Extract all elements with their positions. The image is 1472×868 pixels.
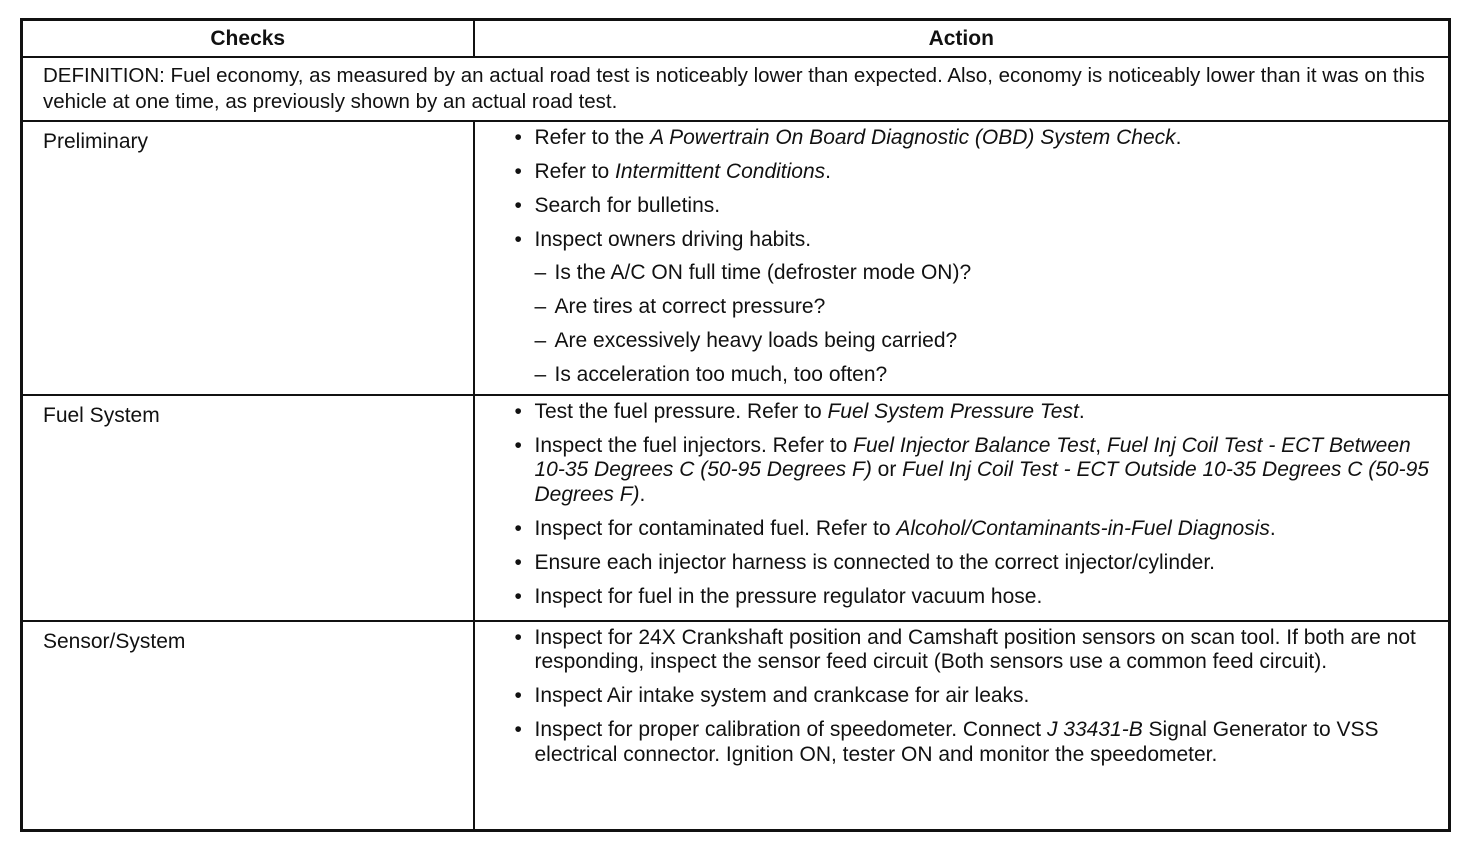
reference-link: Fuel System Pressure Test bbox=[827, 399, 1079, 423]
sub-item bbox=[535, 261, 1439, 286]
action-text: . bbox=[825, 160, 831, 184]
sub-item-list bbox=[535, 261, 1439, 388]
table-row bbox=[22, 621, 1450, 831]
reference-link: Alcohol/Contaminants-in-Fuel Diagnosis bbox=[896, 516, 1270, 540]
action-text: Inspect the fuel injectors. Refer to bbox=[534, 433, 854, 457]
definition-row bbox=[22, 57, 1450, 121]
action-list bbox=[515, 126, 1439, 388]
action-text: Refer to the bbox=[534, 126, 651, 149]
action-text: Inspect for contaminated fuel. Refer to bbox=[534, 516, 897, 540]
dash-icon: – bbox=[534, 363, 547, 387]
reference-link: Intermittent Conditions bbox=[615, 160, 826, 184]
sub-item bbox=[535, 363, 1439, 388]
sub-item-text: Is acceleration too much, too often? bbox=[554, 363, 888, 387]
action-text: Signal Generator to VSS electrical connector. Ignition ON, tester ON and monitor the speedometer. bbox=[534, 718, 1379, 766]
sub-item bbox=[535, 295, 1439, 320]
action-text: Test the fuel pressure. Refer to bbox=[534, 399, 828, 423]
action-text: . bbox=[1175, 126, 1182, 149]
reference-link: A Powertrain On Board Diagnostic (OBD) System Check bbox=[650, 126, 1176, 149]
action-item bbox=[515, 228, 1439, 387]
action-text: Inspect owners driving habits. bbox=[534, 228, 812, 252]
action-text: Search for bulletins. bbox=[534, 194, 721, 218]
action-list bbox=[515, 400, 1439, 610]
bullet-icon: • bbox=[514, 684, 522, 708]
bullet-icon: • bbox=[514, 399, 522, 423]
action-item bbox=[515, 551, 1439, 576]
action-text: Ensure each injector harness is connected to the correct injector/cylinder. bbox=[534, 550, 1216, 574]
bullet-icon: • bbox=[514, 516, 522, 540]
sub-item-text: Is the A/C ON full time (defroster mode ON)? bbox=[554, 260, 972, 284]
action-item bbox=[515, 194, 1439, 219]
bullet-icon: • bbox=[514, 433, 522, 457]
action-text: . bbox=[1269, 516, 1276, 540]
reference-link: Fuel Inj Coil Test - ECT Between 10-35 Degrees C (50-95 Degrees F) bbox=[534, 433, 1411, 482]
bullet-icon: • bbox=[514, 160, 522, 184]
action-column-header: Action bbox=[474, 20, 1450, 58]
table-header-row bbox=[22, 20, 1450, 58]
action-text: , bbox=[1095, 433, 1107, 457]
action-text: Inspect Air intake system and crankcase for air leaks. bbox=[534, 684, 1030, 708]
action-item bbox=[515, 400, 1439, 425]
check-label-preliminary: Preliminary bbox=[22, 121, 474, 395]
bullet-icon: • bbox=[514, 550, 522, 574]
action-text: or bbox=[871, 458, 903, 482]
action-item bbox=[515, 434, 1439, 508]
action-cell-fuel-system bbox=[474, 395, 1450, 621]
action-text: Inspect for fuel in the pressure regulator vacuum hose. bbox=[534, 584, 1043, 608]
reference-link: Fuel Injector Balance Test bbox=[853, 433, 1096, 457]
table-row bbox=[22, 121, 1450, 395]
dash-icon: – bbox=[534, 260, 547, 284]
bullet-icon: • bbox=[514, 126, 522, 149]
action-text: . bbox=[1078, 399, 1085, 423]
sub-item-text: Are excessively heavy loads being carried? bbox=[554, 328, 958, 352]
action-item bbox=[515, 626, 1439, 675]
action-item bbox=[515, 126, 1439, 151]
check-label-fuel-system: Fuel System bbox=[22, 395, 474, 621]
action-text: Inspect for 24X Crankshaft position and Camshaft position sensors on scan tool. If both are not responding, inspect the sensor feed circuit (Both sensors use a common feed circuit). bbox=[534, 625, 1416, 674]
reference-link: J 33431-B bbox=[1046, 718, 1143, 742]
action-text: . bbox=[639, 482, 646, 506]
fuel-economy-diagnosis-table bbox=[20, 18, 1451, 832]
dash-icon: – bbox=[534, 294, 547, 318]
action-cell-preliminary bbox=[474, 121, 1450, 395]
action-item bbox=[515, 160, 1439, 185]
reference-link: Fuel Inj Coil Test - ECT Outside 10-35 Degrees C (50-95 Degrees F) bbox=[534, 458, 1429, 506]
sub-item bbox=[535, 329, 1439, 354]
action-list bbox=[515, 626, 1439, 768]
action-item bbox=[515, 585, 1439, 610]
bullet-icon: • bbox=[514, 584, 522, 608]
bullet-icon: • bbox=[514, 194, 522, 218]
action-item bbox=[515, 684, 1439, 709]
checks-column-header: Checks bbox=[22, 20, 474, 58]
bullet-icon: • bbox=[514, 625, 522, 649]
table-row bbox=[22, 395, 1450, 621]
dash-icon: – bbox=[534, 328, 547, 352]
action-item bbox=[515, 718, 1439, 767]
bullet-icon: • bbox=[514, 228, 522, 252]
check-label-sensor-system: Sensor/System bbox=[22, 621, 474, 831]
definition-text: DEFINITION: Fuel economy, as measured by an actual road test is noticeably lower than expected. Also, economy is noticeably lower than it was on this vehicle at one time, as previously shown by an actual road test. bbox=[22, 57, 1450, 121]
action-text: Refer to bbox=[534, 160, 616, 184]
sub-item-text: Are tires at correct pressure? bbox=[554, 294, 826, 318]
action-text: Inspect for proper calibration of speedometer. Connect bbox=[534, 718, 1047, 742]
bullet-icon: • bbox=[514, 718, 522, 742]
action-item bbox=[515, 517, 1439, 542]
action-cell-sensor-system bbox=[474, 621, 1450, 831]
